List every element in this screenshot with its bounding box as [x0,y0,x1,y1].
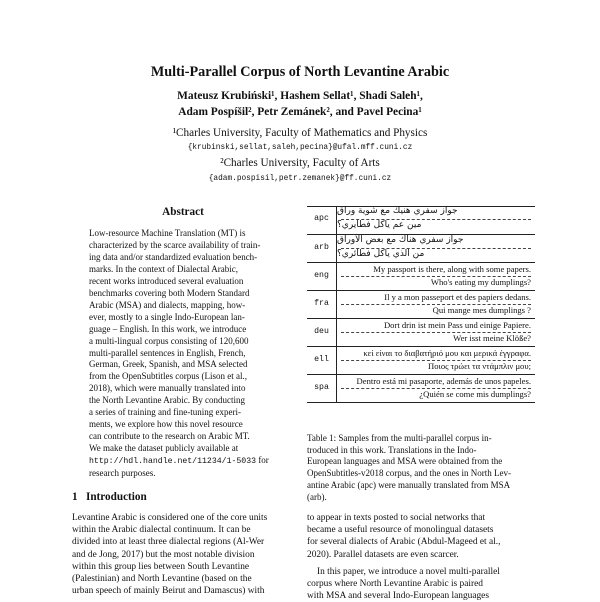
dataset-url-link[interactable]: http://hdl.handle.net/11234/1-5033 [89,457,257,467]
abstract-line: guage – English. In this work, we introduce [89,323,247,334]
affiliation-2: ²Charles University, Faculty of Arts [220,157,380,169]
lang-code: fra [314,299,329,308]
corpus-samples-table [307,206,535,402]
abstract-line: ments, we explore how this novel resource [89,419,243,430]
abstract-body [89,228,285,480]
introduction-body [72,512,308,597]
table-caption [307,433,537,503]
abstract-line: research purposes. [89,468,156,479]
paper-title: Multi-Parallel Corpus of North Levantine Arabic [150,64,450,80]
sentence-2: Wer isst meine Klöße? [453,333,531,343]
abstract-line: 2018), which were manually translated into [89,383,246,394]
abstract-line: characterized by the scarce availability of train- [89,239,261,250]
right-line: with MSA and several Indo-European languages [307,591,489,602]
sentence-1: Il y a mon passeport et des papiers dedans. [384,292,531,302]
abstract-line: We make the dataset publicly available at [89,443,239,454]
sentence-2: Qui mange mes dumplings ? [432,305,531,315]
intro-line: within this group lies between South Levantine [72,561,250,572]
caption-line: European languages and MSA were obtained from the [307,456,503,467]
abstract-heading: Abstract [162,206,204,218]
abstract-url-suffix: for [256,455,269,466]
caption-line: Table 1: Samples from the multi-parallel corpus in- [307,433,492,443]
table-row-rule [307,346,535,347]
sentence-2: ¿Quién se come mis dumplings? [419,389,531,399]
lang-code: ell [314,355,329,364]
authors-line-2: Adam Pospíšil², Petr Zemánek², and Pavel Pecina¹ [178,106,422,118]
table-row-rule [307,318,535,319]
sentence-1: My passport is there, along with some papers. [373,264,531,274]
sentence-1: κεί είναι το διαβατήριό μου και μερικά έγγραφα. [363,348,531,358]
abstract-line: a multi-lingual corpus consisting of 120,600 [89,335,249,346]
authors-line-1: Mateusz Krubiński¹, Hashem Sellat¹, Shadi Saleh¹, [177,90,423,102]
sentence-1: Dentro está mi pasaporte, además de unos papeles. [356,376,531,386]
abstract-line: Low-resource Machine Translation (MT) is [89,228,246,238]
sentence-2: من الذي يأكل فطائري؟ [337,249,425,259]
abstract-line: Arabic (MSA) and dialects, mapping, how- [89,299,246,310]
abstract-line: can contribute to the research on Arabic MT. [89,431,250,442]
abstract-line: a series of training and fine-tuning experi- [89,407,241,418]
abstract-line: ever, mostly to a single Indo-European lan- [89,311,245,322]
sentence-2: Ποιος τρώει τα ντάμπλιν μου; [428,361,531,371]
table-bottom-rule [307,402,535,403]
intro-line: Levantine Arabic is considered one of the core units [72,513,268,523]
sentence-1: Dort drin ist mein Pass und einige Papiere. [383,320,531,330]
caption-line: (arb). [307,491,327,502]
abstract-line: the North Levantine Arabic. By conducting [89,395,245,406]
right-line: for several dialects of Arabic (Abdul-Mageed et al., [307,537,501,548]
lang-code: apc [314,214,329,223]
abstract-line: benchmarks covering both Modern Standard [89,287,250,298]
intro-line: divided into at least three dialectal regions (Al-Wer [72,537,265,548]
intro-line: urban speech of mainly Beirut and Damascus) with [72,586,265,597]
lang-code: arb [314,243,329,252]
sentence-1: جواز سفري هناك مع بعض الأوراق [337,235,464,245]
lang-code: spa [314,383,329,392]
section-number: 1 [72,491,78,503]
abstract-line: German, Greek, Spanish, and MSA selected [89,359,248,370]
right-column-body [307,512,539,602]
sentence-2: مين عم ياكل فطايري؟ [337,220,422,230]
intro-line: within the Arabic dialectal continuum. It can be [72,525,251,536]
email-2: {adam.pospisil,petr.zemanek}@ff.cuni.cz [208,175,392,183]
right-line: In this paper, we introduce a novel multi-parallel [317,566,500,577]
abstract-line: marks. In the context of Dialectal Arabic, [89,263,238,274]
abstract-line: from the OpenSubtitles corpus (Lison et al., [89,371,247,382]
sentence-1: جواز سفري هنيك مع شوية وراق [337,206,458,216]
right-line: to appear in texts posted to social networks that [307,513,486,523]
lang-code: deu [314,327,329,336]
table-row-rule [307,374,535,375]
sentence-2: Who's eating my dumplings? [430,277,531,287]
abstract-line: ing data and/or standardized evaluation bench- [89,251,258,262]
table-row-rule [307,262,535,263]
abstract-line: recent works introduced several evaluation [89,275,244,286]
right-line: 2020). Parallel datasets are even scarcer. [307,549,459,560]
intro-line: and de Jong, 2017) but the most notable division [72,549,255,560]
right-line: corpus where North Levantine Arabic is paired [307,579,483,590]
caption-line: OpenSubtitles-v2018 corpus, and the ones in North Lev- [307,468,511,479]
intro-line: (Palestinian) and North Levantine (based on the [72,574,252,585]
introduction-heading [72,491,147,503]
section-title: Introduction [85,491,147,503]
abstract-url-line [89,455,285,468]
affiliation-1: ¹Charles University, Faculty of Mathematics and Physics [172,127,428,139]
caption-line: troduced in this work. Translations in the Indo- [307,444,477,455]
email-1: {krubinski,sellat,saleh,pecina}@ufal.mff.cuni.cz [187,144,413,152]
table-row-rule [307,290,535,291]
abstract-line: multi-parallel sentences in English, French, [89,347,246,358]
caption-line: antine Arabic (apc) were manually translated from MSA [307,479,511,490]
right-line: became a useful resource of monolingual datasets [307,525,494,536]
lang-code: eng [314,271,329,280]
